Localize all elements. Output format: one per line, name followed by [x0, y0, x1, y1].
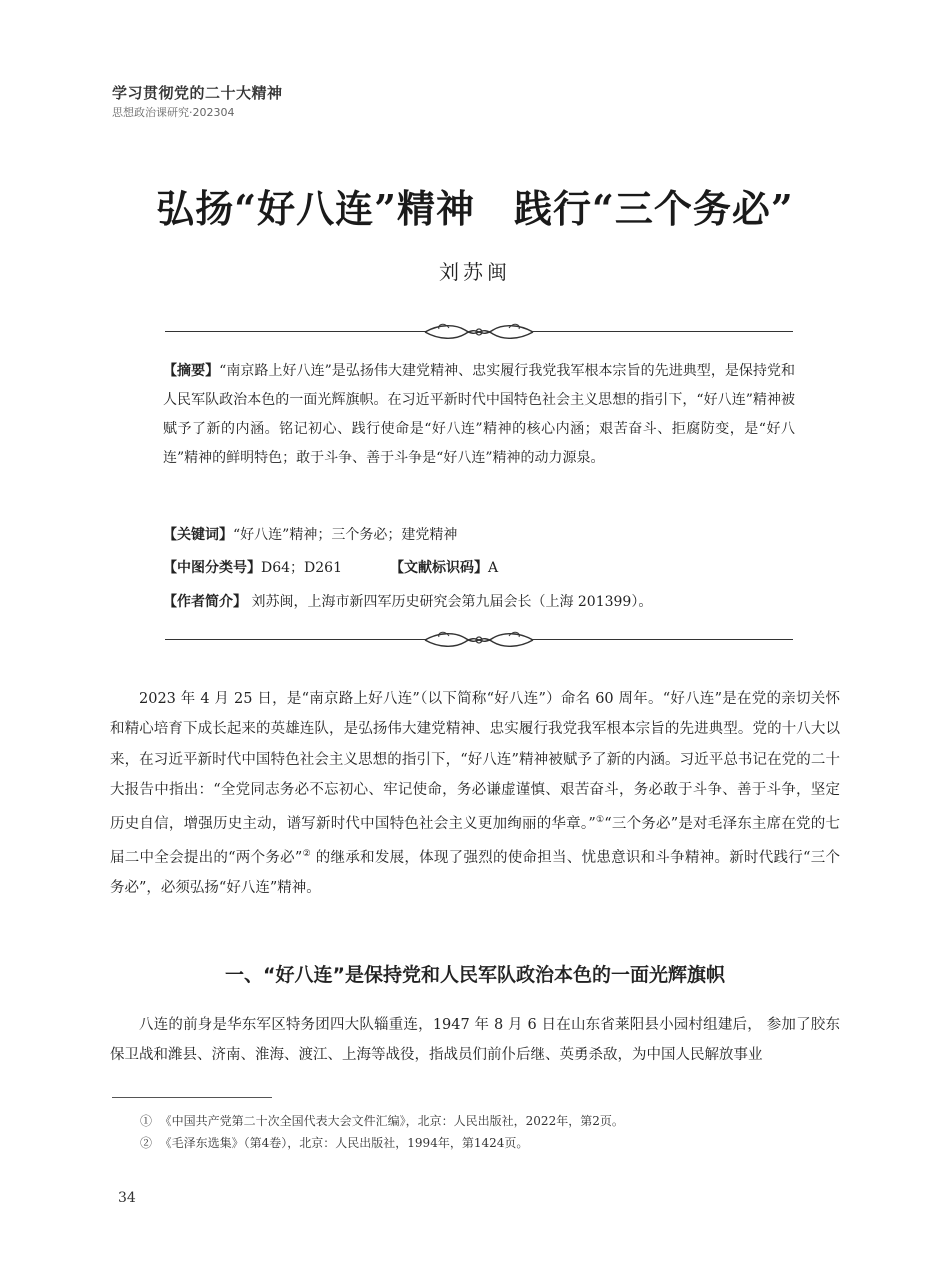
footnote-rule	[112, 1097, 272, 1098]
footnote-text: 《毛泽东选集》（第4卷），北京：人民出版社，1994年，第1424页。	[159, 1136, 529, 1150]
doc-code-label: 【文献标识码】	[390, 560, 488, 576]
abstract	[163, 357, 795, 473]
footnote-text: 《中国共产党第二十次全国代表大会文件汇编》，北京：人民出版社，2022年，第2页。	[159, 1114, 624, 1128]
flourish-icon	[419, 320, 539, 344]
classification-text: D64；D261	[261, 560, 342, 576]
footnote-ref-2[interactable]: ②	[302, 849, 311, 860]
classification-line	[163, 557, 342, 577]
section-text: 八连的前身是华东军区特务团四大队辎重连，1947 年 8 月 6 日在山东省莱阳县小园村组建后， 参加了胶东保卫战和潍县、济南、淮海、渡江、上海等战役，指战员们前仆后继、英勇杀敌，为中国人民解放事业	[110, 1017, 840, 1064]
footnote-mark: ②	[140, 1136, 153, 1150]
classification-label: 【中图分类号】	[163, 560, 261, 576]
keywords-line	[163, 524, 457, 544]
keywords-text: “好八连”精神；三个务必；建党精神	[233, 527, 458, 543]
bottom-ornament-divider	[165, 628, 793, 652]
abstract-label: 【摘要】	[163, 363, 220, 379]
footnote-1	[140, 1110, 624, 1132]
author-bio-label: 【作者简介】	[163, 594, 247, 610]
intro-text-3: 的继承和发展，体现了强烈的使命担当、忧患意识和斗争精神。新时代践行“三个务必”，必须弘扬“好八连”精神。	[110, 850, 840, 897]
intro-text-2: “三个务必”是对毛泽东主席在党的七届二中全会提出的“两个务必”	[110, 816, 840, 867]
footnote-mark: ①	[140, 1114, 153, 1128]
intro-text: 2023 年 4 月 25 日，是“南京路上好八连”（以下简称“好八连”）命名 60 周年。“好八连”是在党的亲切关怀和精心培育下成长起来的英雄连队，是弘扬伟大建党精神、忠实履行我党我军根本宗旨的先进典型。党的十八大以来，在习近平新时代中国特色社会主义思想的指引下，“好八连”精神被赋予了新的内涵。习近平总书记在党的二十大报告中指出：“全党同志务必不忘初心、牢记使命，务必谦虚谨慎、艰苦奋斗，务必敢于斗争、善于斗争，坚定历史自信，增强历史主动，谱写新时代中国特色社会主义更加绚丽的华章。”	[110, 691, 841, 833]
column-title: 学习贯彻党的二十大精神	[112, 84, 283, 102]
article-title: 弘扬“好八连”精神 践行“三个务必”	[156, 186, 794, 231]
doc-code-text: A	[488, 560, 499, 576]
abstract-text: “南京路上好八连”是弘扬伟大建党精神、忠实履行我党我军根本宗旨的先进典型，是保持党和人民军队政治本色的一面光辉旗帜。在习近平新时代中国特色社会主义思想的指引下，“好八连”精神被赋予了新的内涵。铭记初心、践行使命是“好八连”精神的核心内涵；艰苦奋斗、拒腐防变，是“好八连”精神的鲜明特色；敢于斗争、善于斗争是“好八连”精神的动力源泉。	[163, 363, 796, 466]
section-heading: 一、“好八连”是保持党和人民军队政治本色的一面光辉旗帜	[225, 964, 725, 986]
journal-issue: 思想政治课研究·202304	[112, 106, 235, 119]
author-bio-line	[163, 591, 652, 611]
intro-paragraph	[110, 684, 840, 904]
article-author: 刘苏闽	[439, 260, 511, 284]
keywords-label: 【关键词】	[163, 527, 233, 543]
running-header	[112, 82, 283, 120]
footnote-ref-1[interactable]: ①	[595, 815, 605, 826]
page-number: 34	[118, 1190, 136, 1206]
footnote-2	[140, 1132, 624, 1154]
section-paragraph	[110, 1010, 840, 1071]
author-bio-text: 刘苏闽，上海市新四军历史研究会第九届会长（上海 201399）。	[247, 594, 653, 610]
doc-code-line	[390, 557, 498, 577]
flourish-icon	[419, 628, 539, 652]
top-ornament-divider	[165, 320, 793, 344]
footnotes	[140, 1110, 624, 1154]
